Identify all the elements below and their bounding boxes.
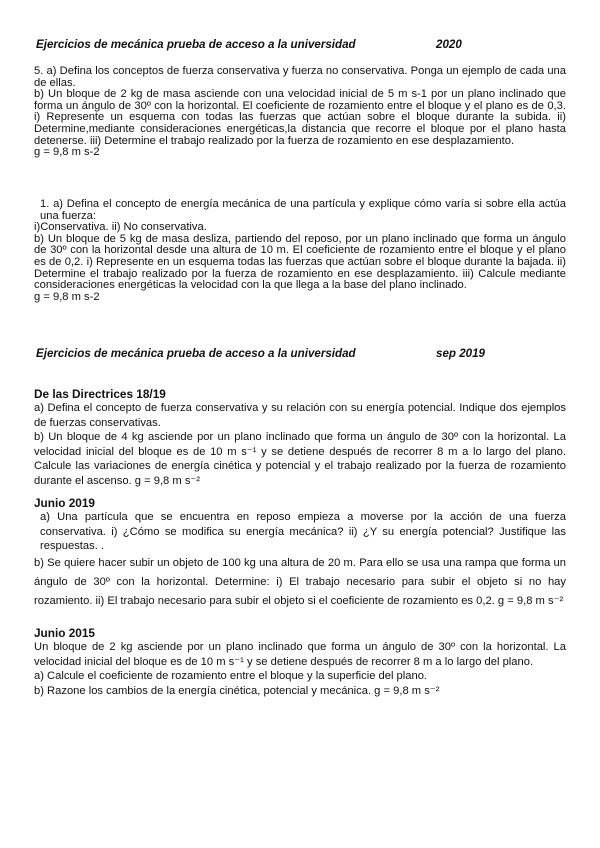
junio-2015-part-b: b) Razone los cambios de la energía cinética, potencial y mecánica. g = 9,8 m s⁻² [34, 684, 440, 697]
gravity-value: g = 9,8 m s-2 [34, 146, 100, 159]
question-1 [34, 199, 566, 303]
question-1-part-b: b) Un bloque de 5 kg de masa desliza, partiendo del reposo, por un plano inclinado que forma un ángulo de 30º con la horizontal desde una altura de 10 m. El coeficiente de rozamiento entre el bloque y el plano es de 0,2. i) Represente en un esquema todas las fuerzas que actúan sobre el bloque durante la bajada. ii) Determine el trabajo realizado por la fuerza de rozamiento en ese desplazamiento. iii) Calcule mediante consideraciones energéticas la velocidad con la que llega a la base del plano inclinado. [34, 232, 566, 292]
directrices-part-a: a) Defina el concepto de fuerza conservativa y su relación con su energía potencial. Indique dos ejemplos de fuerzas conservativas. [34, 402, 566, 429]
section-title: Ejercicios de mecánica prueba de acceso a la universidad [36, 38, 356, 51]
gravity-value: g = 9,8 m s-2 [34, 290, 100, 303]
junio-2015-part-a: a) Calcule el coeficiente de rozamiento entre el bloque y la superficie del plano. [34, 670, 428, 683]
directrices-part-b: b) Un bloque de 4 kg asciende por un plano inclinado que forma un ángulo de 30º con la horizontal. La velocidad inicial del bloque es de 10 m s⁻¹ y se detiene después de recorrer 8 m a lo largo del plano. Calcule las variaciones de energía cinética y potencial y el trabajo realizado por la fuerza de rozamiento durante el ascenso. g = 9,8 m s⁻² [34, 431, 566, 487]
section-header-2019 [36, 347, 566, 363]
section-year: sep 2019 [436, 347, 485, 360]
question-5-part-b: b) Un bloque de 2 kg de masa asciende con una velocidad inicial de 5 m s-1 por un plano inclinado que forma un ángulo de 30º con la horizontal. El coeficiente de rozamiento entre el bloque y el plano es de 0,3. i) Represente un esquema con todas las fuerzas que actúan sobre el bloque durante la subida. ii) Determine,mediante consideraciones energéticas,la distancia que recorre el bloque por el plano hasta detenerse. iii) Determine el trabajo realizado por la fuerza de rozamiento en ese desplazamiento. [34, 88, 566, 147]
subheading-junio-2015: Junio 2015 [34, 626, 95, 640]
junio-2019-part-a: a) Una partícula que se encuentra en reposo empieza a moverse por la acción de una fuerza conservativa. i) ¿Cómo se modifica su energía mecánica? ii) ¿Y su energía potencial? Justifique las respuestas. . [40, 511, 566, 553]
section-year: 2020 [436, 38, 462, 51]
junio-2019-part-b: b) Se quiere hacer subir un objeto de 100 kg una altura de 20 m. Para ello se usa una rampa que forma un ángulo de 30º con la horizontal. Determine: i) El trabajo necesario para subir el objeto si no hay rozamiento. ii) El trabajo necesario para subir el objeto si el coeficiente de rozamiento es 0,2. g = 9,8 m s⁻² [34, 556, 566, 607]
question-1-cases: i)Conservativa. ii) No conservativa. [34, 221, 207, 234]
subheading-directrices: De las Directrices 18/19 [34, 387, 166, 401]
subheading-junio-2019: Junio 2019 [34, 496, 95, 510]
section-title: Ejercicios de mecánica prueba de acceso a la universidad [36, 347, 356, 360]
section-header-2020 [36, 38, 566, 54]
junio-2015-intro: Un bloque de 2 kg asciende por un plano inclinado que forma un ángulo de 30º con la horizontal. La velocidad inicial del bloque es de 10 m s⁻¹ y se detiene después de recorrer 8 m a lo largo del plano. [34, 641, 566, 668]
directrices-question [34, 401, 566, 489]
question-5 [34, 66, 566, 159]
question-1-part-a: 1. a) Defina el concepto de energía mecánica de una partícula y explique cómo varía si sobre ella actúa una fuerza: [40, 198, 566, 222]
junio-2019-question [34, 510, 566, 611]
question-5-part-a: 5. a) Defina los conceptos de fuerza conservativa y fuerza no conservativa. Ponga un ejemplo de cada una de ellas. [34, 65, 566, 89]
junio-2015-question [34, 640, 566, 698]
